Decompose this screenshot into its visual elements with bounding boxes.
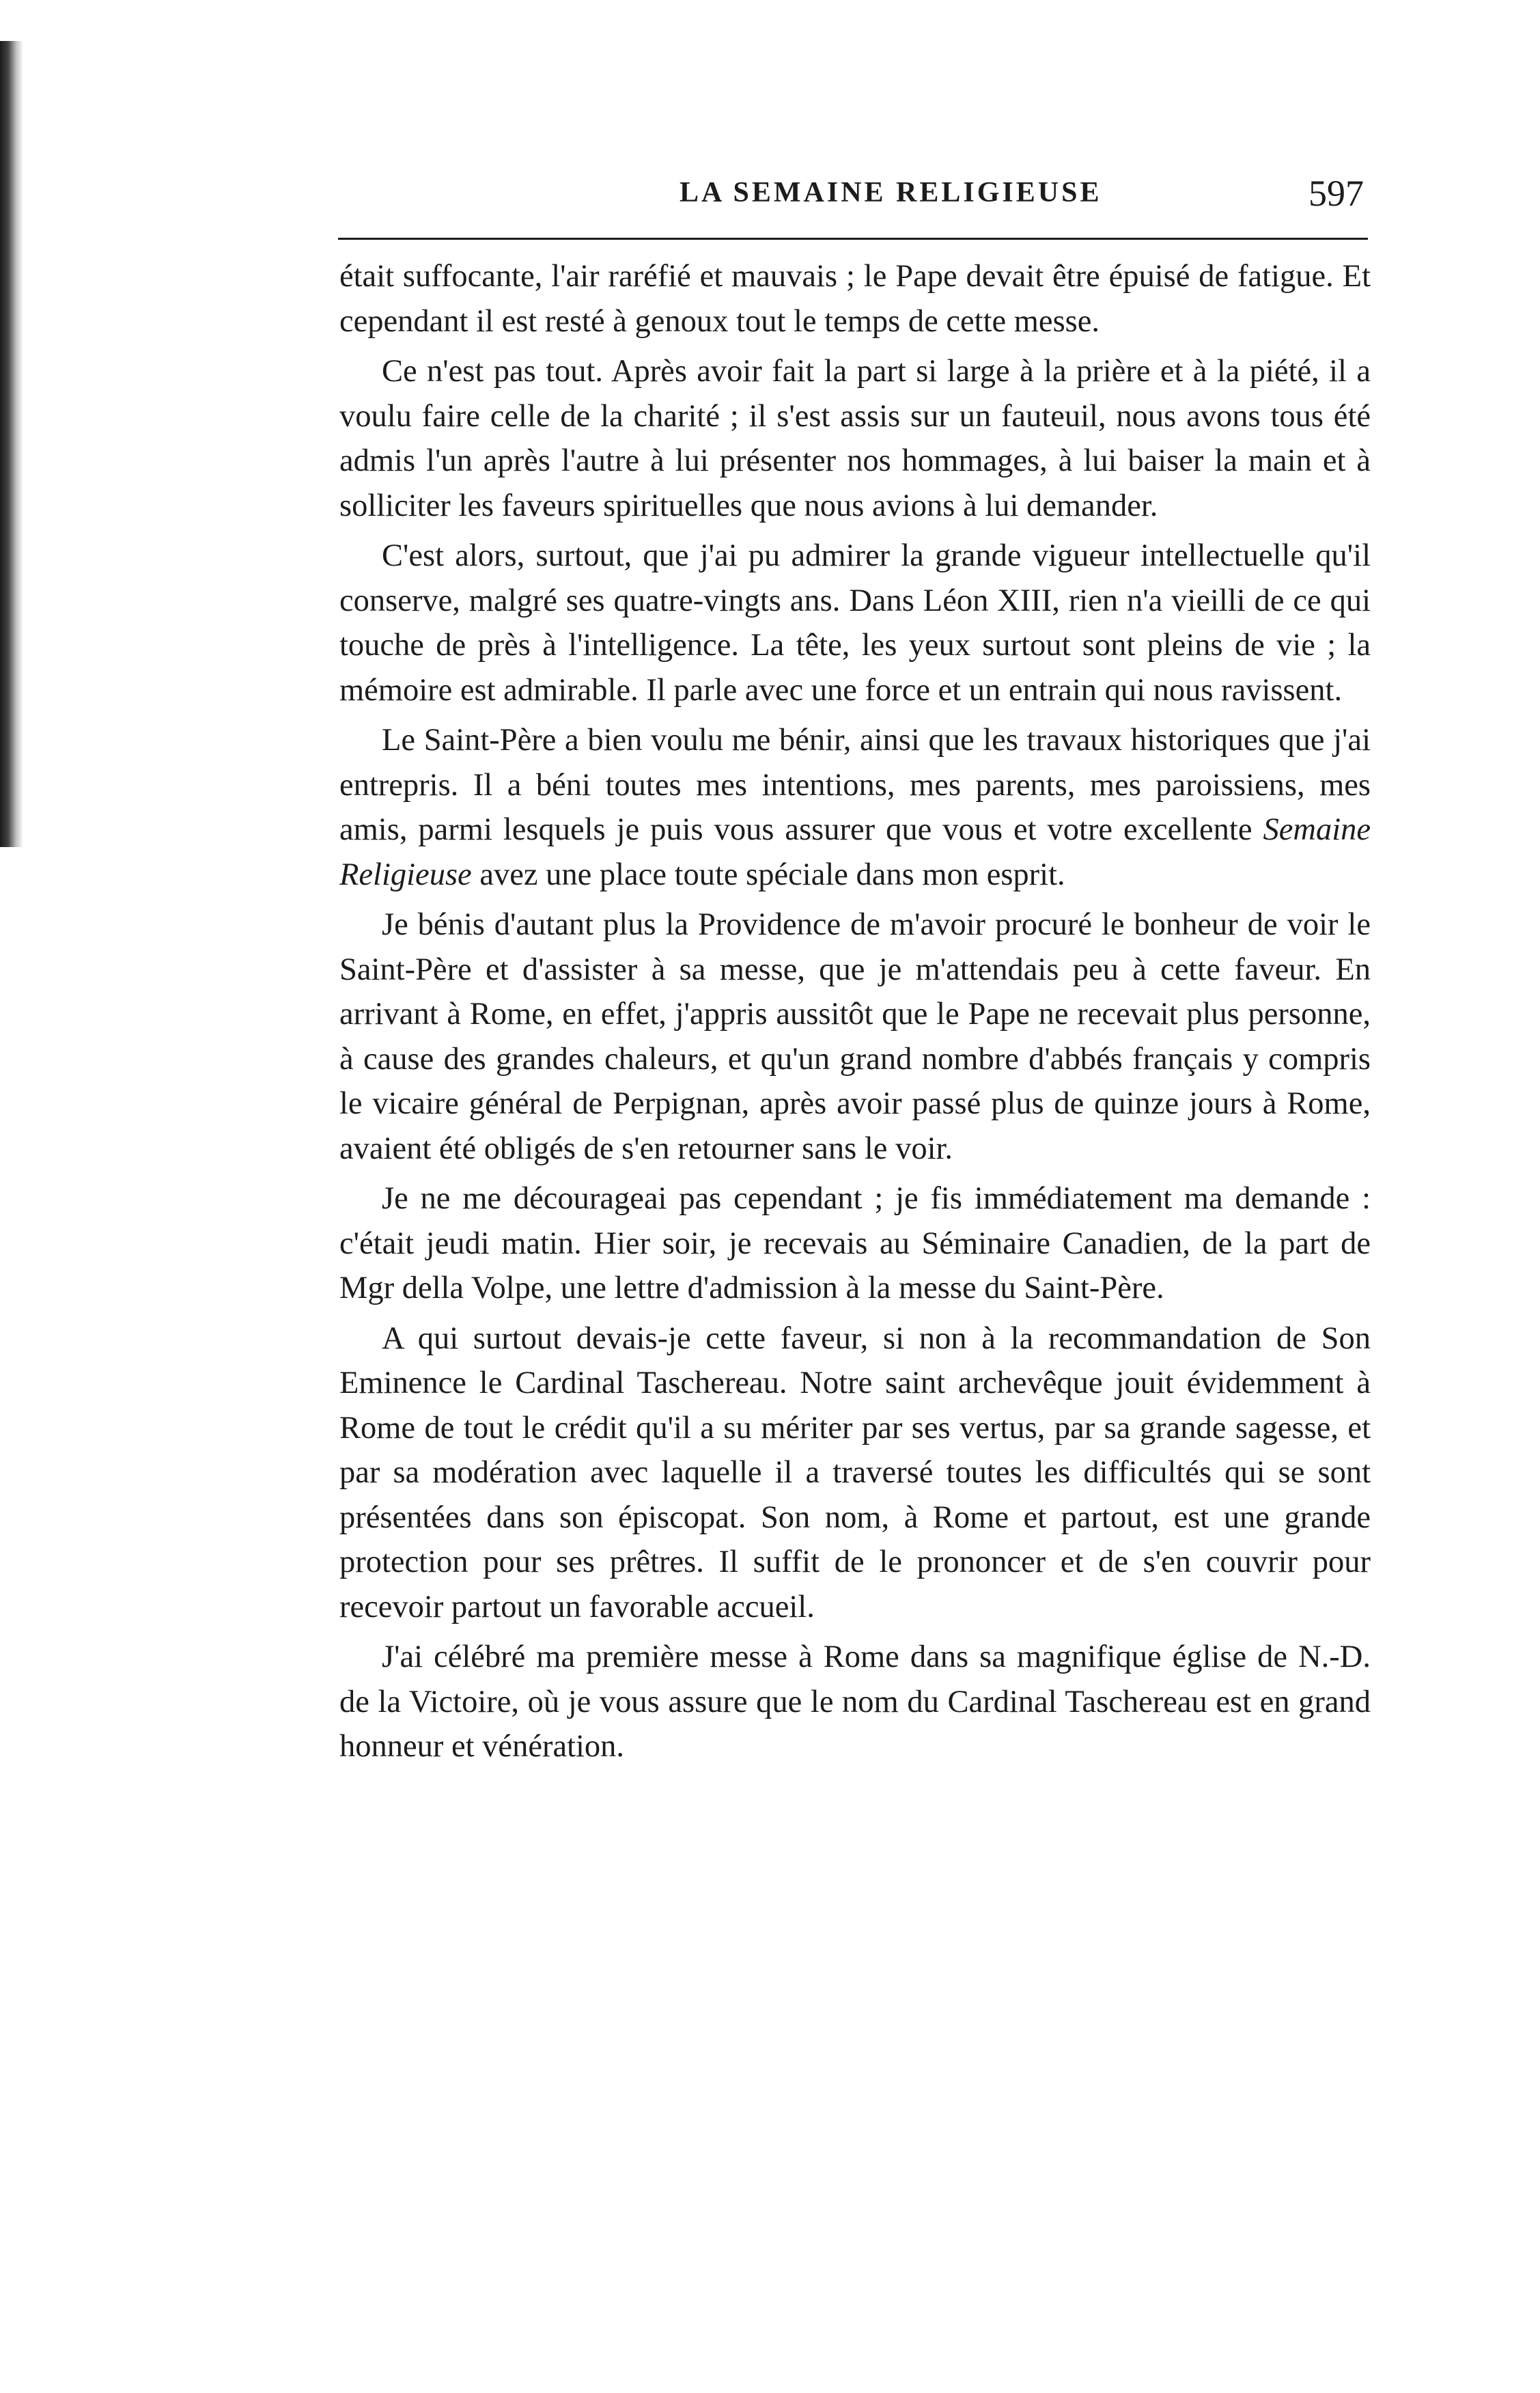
journal-title-italic: Semaine Religieuse [339,812,1371,892]
running-title: LA SEMAINE RELIGIEUSE [680,177,1102,208]
paragraph-2: Ce n'est pas tout. Après avoir fait la part si large à la prière et à la piété, il a voulu faire celle de la charité ; il s'est assis sur un fauteuil, nous avons tous été admis l'un après l'autre à lui présenter nos hommages, à lui baiser la main et à solliciter les faveurs spirituelles que nous avions à lui demander. [339,354,1371,523]
paragraph-5: Je bénis d'autant plus la Providence de m'avoir procuré le bonheur de voir le Saint-Père et d'assister à sa messe, que je m'attendais peu à cette faveur. En arrivant à Rome, en effet, j'appris aussitôt que le Pape ne recevait plus personne, à cause des grandes chaleurs, et qu'un grand nombre d'abbés français y compris le vicaire général de Perpignan, après avoir passé plus de quinze jours à Rome, avaient été obligés de s'en retourner sans le voir. [339,907,1371,1166]
paragraph-4 [339,718,1371,897]
header-rule [338,238,1368,240]
paragraph-4-text-before: Le Saint-Père a bien voulu me bénir, ainsi que les travaux historiques que j'ai entrepris. Il a béni toutes mes intentions, mes parents, mes paroissiens, mes amis, parmi lesquels je puis vous assurer que vous et votre excellente [339,723,1371,847]
paragraph-6: Je ne me décourageai pas cependant ; je fis immédiatement ma demande : c'était jeudi matin. Hier soir, je recevais au Séminaire Canadien, de la part de Mgr della Volpe, une lettre d'admission à la messe du Saint-Père. [339,1181,1371,1305]
paragraph-4-text-after: avez une place toute spéciale dans mon esprit. [471,857,1065,892]
page-number: 597 [1308,173,1364,214]
page-header [338,169,1369,224]
paragraph-3: C'est alors, surtout, que j'ai pu admirer la grande vigueur intellectuelle qu'il conserve, malgré ses quatre-vingts ans. Dans Léon XIII, rien n'a vieilli de ce qui touche de près à l'intelligence. La tête, les yeux surtout sont pleins de vie ; la mémoire est admirable. Il parle avec une force et un entrain qui nous ravissent. [339,538,1371,708]
paragraph-1: était suffocante, l'air raréfié et mauvais ; le Pape devait être épuisé de fatigue. Et cependant il est resté à genoux tout le temps de cette messe. [339,259,1371,339]
body-text [339,254,1371,1769]
paragraph-8: J'ai célébré ma première messe à Rome dans sa magnifique église de N.-D. de la Victoire, où je vous assure que le nom du Cardinal Taschereau est en grand honneur et vénération. [339,1640,1371,1764]
paragraph-7: A qui surtout devais-je cette faveur, si non à la recommandation de Son Eminence le Cardinal Taschereau. Notre saint archevêque jouit évidemment à Rome de tout le crédit qu'il a su mériter par ses vertus, par sa grande sagesse, et par sa modération avec laquelle il a traversé toutes les difficultés qui se sont présentées dans son épiscopat. Son nom, à Rome et partout, est une grande protection pour ses prêtres. Il suffit de le prononcer et de s'en couvrir pour recevoir partout un favorable accueil. [339,1320,1371,1624]
binding-edge-shadow [0,41,23,847]
